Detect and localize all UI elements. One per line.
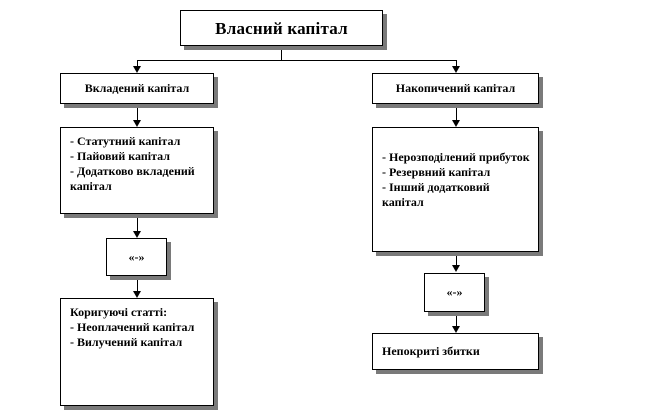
left-item: - Статутний капітал: [70, 134, 181, 148]
right-arrow1-line: [456, 104, 457, 121]
left-adjust-node: [60, 298, 214, 406]
right-header-node: [372, 73, 539, 104]
right-result-node: [372, 333, 539, 370]
left-item: - Додатково вкладений капітал: [70, 164, 195, 193]
right-items-node: [372, 127, 539, 252]
left-items-node: [60, 127, 214, 214]
root-connector-horizontal: [137, 60, 456, 61]
left-operator-node: [106, 238, 167, 276]
left-arrow2-line: [137, 214, 138, 232]
right-header-label: Накопичений капітал: [395, 81, 516, 95]
left-item: - Пайовий капітал: [70, 149, 170, 163]
adjust-item: - Вилучений капітал: [70, 335, 183, 349]
root-label: Власний капітал: [215, 18, 348, 38]
right-arrow2-head: [452, 265, 460, 272]
right-item: - Інший додатковий капітал: [382, 180, 490, 209]
right-arrow3-line: [456, 312, 457, 327]
left-branch-arrow: [133, 66, 141, 73]
right-branch-arrow: [452, 66, 460, 73]
root-node: [180, 10, 383, 46]
adjust-item: - Неоплачений капітал: [70, 320, 195, 334]
right-result-label: Непокриті збитки: [382, 344, 480, 358]
left-arrow1-head: [133, 120, 141, 127]
left-arrow3-line: [137, 276, 138, 292]
right-item: - Нерозподілений прибуток: [382, 150, 530, 164]
right-operator-label: «-»: [446, 285, 463, 299]
left-operator-label: «-»: [128, 249, 145, 264]
left-arrow3-head: [133, 291, 141, 298]
root-connector-vertical: [281, 46, 282, 60]
right-item: - Резервний капітал: [382, 165, 491, 179]
adjust-title: Коригуючі статті:: [70, 305, 168, 319]
right-arrow2-line: [456, 252, 457, 266]
right-operator-node: [424, 273, 485, 312]
right-arrow1-head: [452, 120, 460, 127]
left-header-node: [60, 73, 214, 104]
right-arrow3-head: [452, 326, 460, 333]
left-header-label: Вкладений капітал: [84, 81, 190, 95]
left-arrow2-head: [133, 231, 141, 238]
left-arrow1-line: [137, 104, 138, 121]
